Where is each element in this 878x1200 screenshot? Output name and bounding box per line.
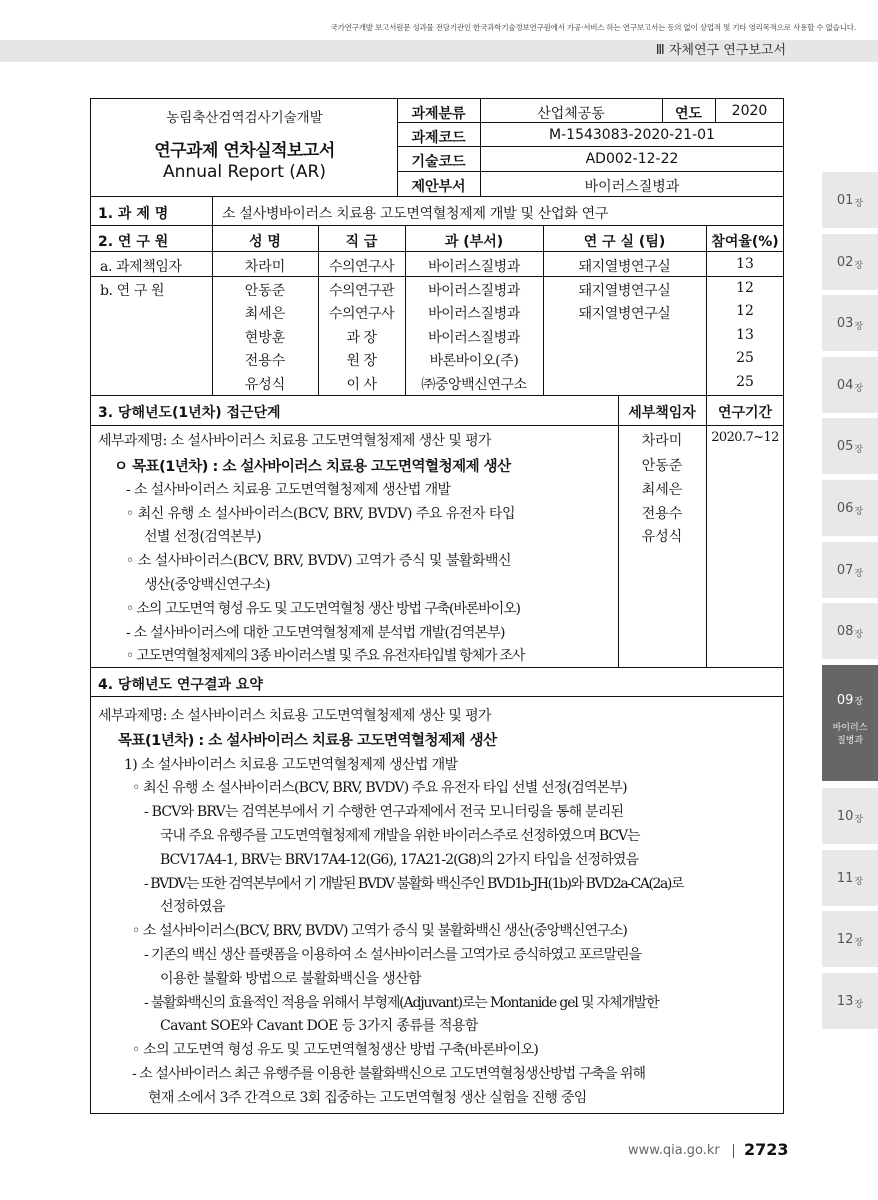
divider bbox=[90, 667, 784, 668]
chapter-num: 07 bbox=[836, 562, 854, 578]
chapter-num: 08 bbox=[836, 623, 854, 639]
page-number: 2723 bbox=[744, 1140, 789, 1159]
researcher-rank: 이 사 bbox=[346, 377, 377, 393]
project-title: 소 설사병바이러스 치료용 고도면역혈청제제 개발 및 산업화 연구 bbox=[222, 206, 609, 222]
chapter-tab-06[interactable] bbox=[822, 480, 878, 536]
col-rate: 참여율(%) bbox=[711, 234, 779, 250]
report-title-ko: 연구과제 연차실적보고서 bbox=[154, 141, 335, 161]
researcher-rate: 12 bbox=[736, 303, 754, 319]
researcher-dept: 바이러스질병과 bbox=[428, 330, 520, 346]
chapter-suffix: 장 bbox=[854, 814, 864, 825]
chapter-suffix: 장 bbox=[854, 321, 864, 332]
chapter-num: 03 bbox=[836, 315, 854, 331]
researcher-name: 안동준 bbox=[244, 283, 286, 299]
chapter-num: 04 bbox=[836, 377, 854, 393]
footer-divider bbox=[733, 1144, 734, 1158]
chapter-sub-2: 질병과 bbox=[836, 736, 864, 746]
results-item: ◦ 최신 유행 소 설사바이러스(BCV, BRV, BVDV) 주요 유전자 타입 선별 선정(검역본부) bbox=[132, 780, 627, 796]
lead-label: a. 과제책임자 bbox=[100, 259, 182, 275]
col-rank: 직 급 bbox=[345, 234, 378, 250]
agency-name: 농림축산검역검사기술개발 bbox=[166, 110, 323, 126]
copyright-notice: 국가연구개발 보고서원문 성과물 전담기관인 한국과학기술정보연구원에서 가공·서비스 하는 연구보고서는 동의 없이 상업적 및 기타 영리목적으로 사용할 수 없습니다. bbox=[330, 23, 856, 32]
divider bbox=[212, 196, 213, 226]
results-item: - BCV와 BRV는 검역본부에서 기 수행한 연구과제에서 전국 모니터링을 통해 분리된 bbox=[144, 804, 624, 820]
researcher-dept: 바이러스질병과 bbox=[428, 306, 520, 322]
researcher-team: 돼지열병연구실 bbox=[578, 259, 671, 275]
chapter-tab-03[interactable] bbox=[822, 295, 878, 351]
researcher-name: 전용수 bbox=[244, 353, 286, 369]
label-year: 연도 bbox=[674, 106, 703, 122]
results-item: ◦ 소 설사바이러스(BCV, BRV, BVDV) 고역가 증식 및 불활화백신 생산(중앙백신연구소) bbox=[132, 923, 627, 939]
chapter-tab-08[interactable] bbox=[822, 603, 878, 659]
col-leader: 세부책임자 bbox=[628, 405, 696, 421]
chapter-suffix: 장 bbox=[854, 629, 864, 640]
results-item: - 소 설사바이러스 최근 유행주를 이용한 불활화백신으로 고도면역혈청생산방법 구축을 위해 bbox=[132, 1066, 646, 1082]
approach-label: 3. 당해년도(1년차) 접근단계 bbox=[98, 405, 281, 421]
label-dept: 제안부서 bbox=[411, 179, 466, 195]
member-label: b. 연 구 원 bbox=[100, 283, 165, 299]
chapter-tab-07[interactable] bbox=[822, 542, 878, 598]
results-item: 1) 소 설사바이러스 치료용 고도면역혈청제제 생산법 개발 bbox=[124, 757, 458, 773]
chapter-suffix: 장 bbox=[854, 697, 864, 707]
research-period: 2020.7~12 bbox=[711, 430, 779, 445]
col-dept: 과 (부서) bbox=[444, 234, 504, 250]
researcher-dept: ㈜중앙백신연구소 bbox=[421, 377, 527, 393]
leader-name: 최세은 bbox=[641, 482, 683, 498]
chapter-num: 05 bbox=[836, 438, 854, 454]
header-bar-tail bbox=[856, 40, 878, 62]
researcher-rate: 13 bbox=[736, 256, 754, 272]
results-goal: 목표(1년차) : 소 설사바이러스 치료용 고도면역혈청제제 생산 bbox=[118, 733, 497, 749]
results-item: - 불활화백신의 효율적인 적용을 위해서 부형제(Adjuvant)로는 Montanide gel 및 자체개발한 bbox=[144, 995, 659, 1011]
researcher-rate: 25 bbox=[736, 350, 754, 366]
chapter-num: 09 bbox=[836, 693, 854, 708]
divider bbox=[90, 251, 784, 252]
project-label: 1. 과 제 명 bbox=[98, 206, 169, 222]
results-item: - BVDV는 또한 검역본부에서 기 개발된 BVDV 불활화 백신주인 BVD1b-JH(1b)와 BVD2a-CA(2a)로 bbox=[144, 876, 683, 892]
approach-item: ◦ 소의 고도면역 형성 유도 및 고도면역혈청 생산 방법 구축(바론바이오) bbox=[126, 601, 520, 617]
researcher-name: 최세은 bbox=[244, 306, 286, 322]
label-tech-code: 기술코드 bbox=[411, 154, 466, 170]
col-team: 연 구 실 (팀) bbox=[583, 234, 666, 250]
chapter-num: 10 bbox=[836, 808, 854, 824]
chapter-suffix: 장 bbox=[854, 198, 864, 209]
chapter-tab-10[interactable] bbox=[822, 788, 878, 844]
chapter-num: 02 bbox=[836, 254, 854, 270]
divider bbox=[90, 276, 784, 277]
chapter-num: 11 bbox=[836, 870, 854, 886]
chapter-tab-13[interactable] bbox=[822, 973, 878, 1029]
approach-item: 생산(중앙백신연구소) bbox=[144, 577, 271, 593]
approach-item: ◦ 소 설사바이러스(BCV, BRV, BVDV) 고역가 증식 및 불활화백신 bbox=[126, 553, 512, 569]
chapter-suffix: 장 bbox=[854, 568, 864, 579]
chapter-suffix: 장 bbox=[854, 383, 864, 394]
chapter-suffix: 장 bbox=[854, 506, 864, 517]
value-tech-code: AD002-12-22 bbox=[585, 151, 679, 167]
leader-name: 차라미 bbox=[641, 433, 683, 449]
divider bbox=[90, 225, 784, 226]
section-title: Ⅲ 자체연구 연구보고서 bbox=[655, 43, 786, 58]
chapter-tab-01[interactable] bbox=[822, 172, 878, 228]
results-item: 선정하였음 bbox=[160, 899, 225, 915]
label-code: 과제코드 bbox=[411, 130, 466, 146]
chapter-suffix: 장 bbox=[854, 937, 864, 948]
researcher-name: 현방훈 bbox=[244, 330, 286, 346]
chapter-suffix: 장 bbox=[854, 999, 864, 1010]
chapter-num: 06 bbox=[836, 500, 854, 516]
chapter-tab-11[interactable] bbox=[822, 850, 878, 906]
leader-name: 안동준 bbox=[641, 458, 683, 474]
col-period: 연구기간 bbox=[717, 405, 773, 421]
value-code: M-1543083-2020-21-01 bbox=[549, 127, 715, 143]
results-item: - 기존의 백신 생산 플랫폼을 이용하여 소 설사바이러스를 고역가로 증식하였고 포르말린을 bbox=[144, 947, 641, 963]
results-item: 국내 주요 유행주를 고도면역혈청제제 개발을 위한 바이러스주로 선정하였으며 BCV는 bbox=[160, 828, 640, 844]
researcher-team: 돼지열병연구실 bbox=[578, 283, 671, 299]
researcher-rank: 수의연구사 bbox=[328, 259, 395, 275]
value-year: 2020 bbox=[731, 103, 768, 119]
results-item: Cavant SOE와 Cavant DOE 등 3가지 종류를 적용함 bbox=[160, 1018, 478, 1034]
chapter-num: 12 bbox=[836, 931, 854, 947]
divider bbox=[90, 425, 784, 426]
results-item: BCV17A4-1, BRV는 BRV17A4-12(G6), 17A21-2(G8)의 2가지 타입을 선정하였음 bbox=[160, 852, 639, 868]
value-category: 산업체공동 bbox=[537, 106, 605, 122]
label-category: 과제분류 bbox=[411, 106, 466, 122]
results-item: 현재 소에서 3주 간격으로 3회 집중하는 고도면역혈청 생산 실험을 진행 중임 bbox=[148, 1090, 587, 1106]
divider bbox=[90, 696, 784, 697]
results-label: 4. 당해년도 연구결과 요약 bbox=[98, 677, 263, 693]
chapter-num: 13 bbox=[836, 993, 854, 1009]
researcher-dept: 바론바이오(주) bbox=[429, 353, 519, 369]
researcher-rank: 과 장 bbox=[346, 330, 377, 346]
value-dept: 바이러스질병과 bbox=[584, 179, 680, 195]
researcher-dept: 바이러스질병과 bbox=[428, 259, 520, 275]
col-name: 성 명 bbox=[249, 234, 281, 250]
leader-name: 전용수 bbox=[641, 506, 683, 522]
results-item: 이용한 불활화 방법으로 불활화백신을 생산함 bbox=[160, 971, 421, 987]
researcher-name: 차라미 bbox=[244, 259, 286, 275]
chapter-tab-09-active[interactable] bbox=[822, 665, 878, 781]
divider bbox=[397, 171, 784, 172]
divider bbox=[90, 395, 784, 396]
researcher-name: 유성식 bbox=[244, 377, 286, 393]
approach-item: - 소 설사바이러스에 대한 고도면역혈청제제 분석법 개발(검역본부) bbox=[126, 625, 505, 641]
researcher-team: 돼지열병연구실 bbox=[578, 306, 671, 322]
researcher-rate: 12 bbox=[736, 280, 754, 296]
chapter-tab-04[interactable] bbox=[822, 357, 878, 413]
researchers-label: 2. 연 구 원 bbox=[98, 234, 169, 250]
approach-item: ◦ 고도면역혈청제제의 3종 바이러스별 및 주요 유전자타입별 항체가 조사 bbox=[126, 648, 525, 664]
chapter-num: 01 bbox=[836, 192, 854, 208]
chapter-suffix: 장 bbox=[854, 876, 864, 887]
chapter-sub-1: 바이러스 bbox=[832, 723, 868, 733]
approach-item: ◦ 최신 유행 소 설사바이러스(BCV, BRV, BVDV) 주요 유전자 타입 bbox=[126, 506, 515, 522]
researcher-dept: 바이러스질병과 bbox=[428, 283, 520, 299]
results-item: ◦ 소의 고도면역 형성 유도 및 고도면역혈청생산 방법 구축(바론바이오) bbox=[132, 1042, 539, 1058]
chapter-suffix: 장 bbox=[854, 444, 864, 455]
results-subtitle: 세부과제명: 소 설사바이러스 치료용 고도면역혈청제제 생산 및 평가 bbox=[98, 708, 491, 724]
leader-name: 유성식 bbox=[641, 529, 683, 545]
researcher-rank: 원 장 bbox=[346, 353, 377, 369]
chapter-tab-02[interactable] bbox=[822, 234, 878, 290]
researcher-rate: 13 bbox=[736, 327, 754, 343]
researcher-rank: 수의연구관 bbox=[328, 283, 395, 299]
chapter-tab-05[interactable] bbox=[822, 418, 878, 474]
researcher-rate: 25 bbox=[736, 374, 754, 390]
approach-item: 선별 선정(검역본부) bbox=[144, 529, 261, 545]
researcher-rank: 수의연구사 bbox=[328, 306, 395, 322]
chapter-tab-12[interactable] bbox=[822, 911, 878, 967]
report-title-en: Annual Report (AR) bbox=[163, 162, 326, 182]
footer-url[interactable]: www.qia.go.kr bbox=[628, 1143, 720, 1158]
divider bbox=[90, 196, 784, 197]
approach-item: - 소 설사바이러스 치료용 고도면역혈청제제 생산법 개발 bbox=[126, 482, 451, 498]
approach-goal: ㅇ 목표(1년차) : 소 설사바이러스 치료용 고도면역혈청제제 생산 bbox=[114, 459, 511, 475]
chapter-suffix: 장 bbox=[854, 260, 864, 271]
approach-subtitle: 세부과제명: 소 설사바이러스 치료용 고도면역혈청제제 생산 및 평가 bbox=[98, 433, 491, 449]
